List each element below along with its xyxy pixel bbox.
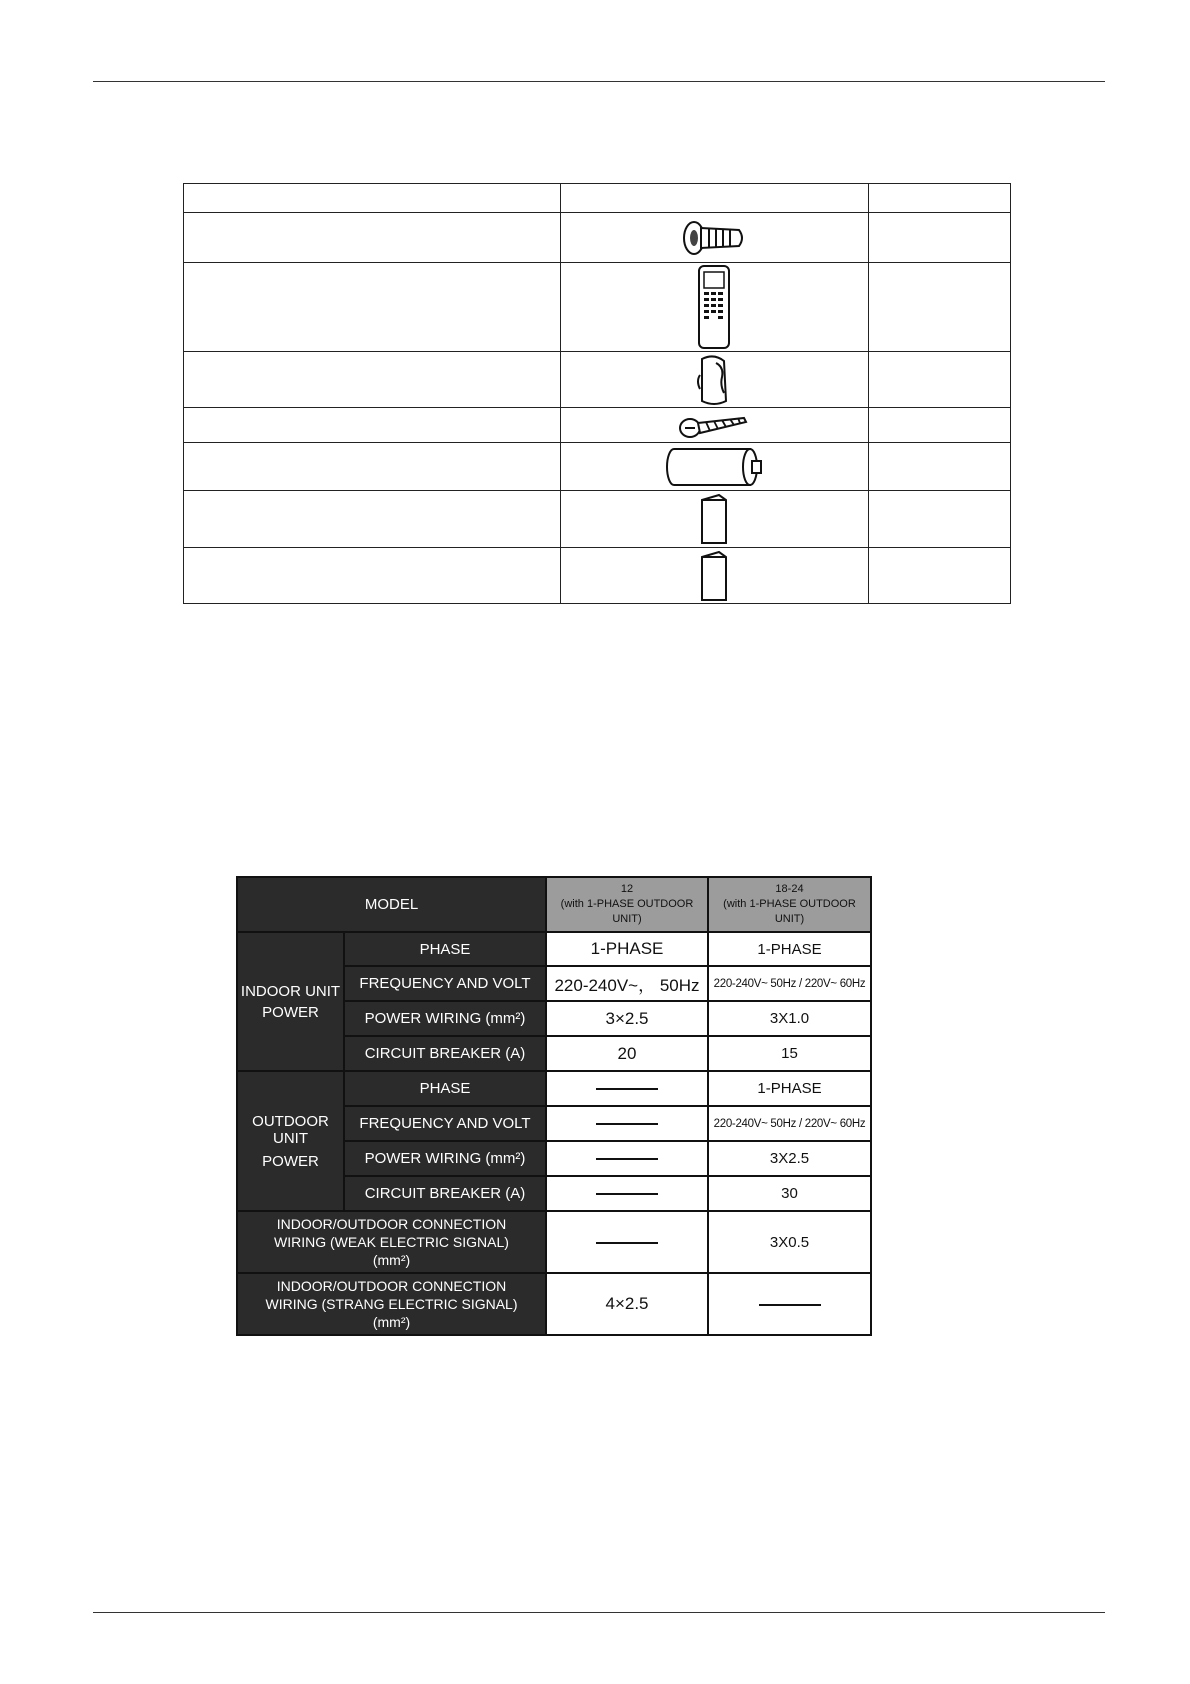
table-row bbox=[184, 443, 1011, 491]
table-row bbox=[237, 1273, 871, 1335]
label-line: INDOOR UNIT bbox=[240, 982, 341, 1000]
model-note: (with 1-PHASE OUTDOOR UNIT) bbox=[560, 898, 694, 925]
circuit-breaker-label: CIRCUIT BREAKER (A) bbox=[344, 1176, 546, 1211]
freq-volt-label: FREQUENCY AND VOLT bbox=[344, 1106, 546, 1141]
table-row bbox=[237, 1071, 871, 1106]
indoor-wiring-12: 3×2.5 bbox=[546, 1001, 708, 1036]
table-row bbox=[184, 263, 1011, 352]
table-cell bbox=[868, 184, 1010, 213]
indoor-phase-18-24: 1-PHASE bbox=[708, 932, 871, 966]
table-cell bbox=[560, 263, 868, 352]
outdoor-wiring-18-24: 3X2.5 bbox=[708, 1141, 871, 1176]
circuit-breaker-label: CIRCUIT BREAKER (A) bbox=[344, 1036, 546, 1071]
manual-booklet-icon bbox=[699, 549, 729, 603]
table-cell bbox=[184, 408, 561, 443]
model-12-header bbox=[546, 877, 708, 932]
outdoor-freq-18-24: 220-240V~ 50Hz / 220V~ 60Hz bbox=[708, 1106, 871, 1141]
indoor-wiring-18-24: 3X1.0 bbox=[708, 1001, 871, 1036]
remote-holder-icon bbox=[694, 353, 734, 407]
table-row bbox=[184, 408, 1011, 443]
label-text: POWER WIRING bbox=[364, 1010, 482, 1027]
outdoor-breaker-12 bbox=[546, 1176, 708, 1211]
accessories-table bbox=[183, 183, 1011, 604]
outdoor-unit-power-label bbox=[237, 1071, 344, 1211]
table-cell bbox=[560, 408, 868, 443]
label-line: INDOOR/OUTDOOR CONNECTION bbox=[276, 1216, 507, 1232]
label-line: POWER bbox=[262, 1003, 319, 1021]
footer-rule bbox=[93, 1612, 1105, 1613]
phase-label: PHASE bbox=[344, 1071, 546, 1106]
indoor-unit-power-label bbox=[237, 932, 344, 1071]
label-line: WIRING (WEAK ELECTRIC SIGNAL) bbox=[274, 1234, 509, 1250]
indoor-freq-18-24: 220-240V~ 50Hz / 220V~ 60Hz bbox=[708, 966, 871, 1001]
table-cell bbox=[868, 491, 1010, 548]
label-line: (mm²) bbox=[372, 1252, 411, 1268]
table-row bbox=[237, 1211, 871, 1273]
label-line: (mm²) bbox=[372, 1314, 411, 1330]
manual-booklet-icon bbox=[699, 492, 729, 546]
outdoor-wiring-12 bbox=[546, 1141, 708, 1176]
table-row bbox=[184, 184, 1011, 213]
dash-mark bbox=[759, 1304, 821, 1306]
table-cell bbox=[868, 352, 1010, 408]
table-cell bbox=[868, 213, 1010, 263]
unit-text: (mm²) bbox=[485, 1010, 526, 1027]
outdoor-breaker-18-24: 30 bbox=[708, 1176, 871, 1211]
table-row bbox=[184, 352, 1011, 408]
table-row bbox=[184, 548, 1011, 604]
wiring-spec-table bbox=[236, 876, 872, 1336]
battery-icon bbox=[664, 446, 764, 488]
label-line: WIRING (STRANG ELECTRIC SIGNAL) bbox=[265, 1296, 518, 1312]
table-row bbox=[237, 877, 871, 932]
indoor-phase-12: 1-PHASE bbox=[546, 932, 708, 966]
strong-signal-12: 4×2.5 bbox=[546, 1273, 708, 1335]
model-18-24-header bbox=[708, 877, 871, 932]
table-row bbox=[184, 213, 1011, 263]
table-row bbox=[184, 491, 1011, 548]
table-cell bbox=[868, 443, 1010, 491]
model-note: (with 1-PHASE OUTDOOR UNIT) bbox=[723, 898, 856, 925]
table-cell bbox=[868, 263, 1010, 352]
dash-mark bbox=[596, 1193, 658, 1195]
label-line: POWER bbox=[262, 1152, 319, 1170]
weak-signal-18-24: 3X0.5 bbox=[708, 1211, 871, 1273]
dash-mark bbox=[596, 1242, 658, 1244]
table-cell bbox=[184, 213, 561, 263]
table-cell bbox=[560, 184, 868, 213]
label-text: POWER WIRING bbox=[364, 1150, 482, 1167]
strong-signal-wiring-label bbox=[237, 1273, 546, 1335]
table-cell bbox=[184, 184, 561, 213]
outdoor-phase-18-24: 1-PHASE bbox=[708, 1071, 871, 1106]
expansion-plug-icon bbox=[679, 218, 749, 258]
dash-mark bbox=[596, 1123, 658, 1125]
remote-controller-icon bbox=[696, 264, 732, 350]
weak-signal-12 bbox=[546, 1211, 708, 1273]
model-number: 12 bbox=[620, 883, 634, 895]
table-cell bbox=[560, 491, 868, 548]
power-wiring-label bbox=[344, 1001, 546, 1036]
table-cell bbox=[560, 352, 868, 408]
outdoor-freq-12 bbox=[546, 1106, 708, 1141]
model-number: 18-24 bbox=[775, 883, 804, 895]
model-header: MODEL bbox=[237, 877, 546, 932]
dash-mark bbox=[596, 1088, 658, 1090]
table-cell bbox=[184, 491, 561, 548]
header-rule bbox=[93, 81, 1105, 82]
table-cell bbox=[184, 548, 561, 604]
dash-mark bbox=[596, 1158, 658, 1160]
outdoor-phase-12 bbox=[546, 1071, 708, 1106]
power-wiring-label bbox=[344, 1141, 546, 1176]
indoor-breaker-18-24: 15 bbox=[708, 1036, 871, 1071]
table-cell bbox=[868, 548, 1010, 604]
table-cell bbox=[868, 408, 1010, 443]
table-cell bbox=[560, 548, 868, 604]
table-cell bbox=[184, 443, 561, 491]
indoor-breaker-12: 20 bbox=[546, 1036, 708, 1071]
label-line: OUTDOOR UNIT bbox=[252, 1112, 329, 1147]
phase-label: PHASE bbox=[344, 932, 546, 966]
strong-signal-18-24 bbox=[708, 1273, 871, 1335]
unit-text: (mm²) bbox=[485, 1150, 526, 1167]
freq-volt-label: FREQUENCY AND VOLT bbox=[344, 966, 546, 1001]
table-cell bbox=[560, 213, 868, 263]
weak-signal-wiring-label bbox=[237, 1211, 546, 1273]
screw-icon bbox=[676, 410, 752, 440]
indoor-freq-12: 220-240V~， 50Hz bbox=[546, 966, 708, 1001]
table-cell bbox=[184, 352, 561, 408]
label-line: INDOOR/OUTDOOR CONNECTION bbox=[276, 1278, 507, 1294]
table-row bbox=[237, 932, 871, 966]
table-cell bbox=[184, 263, 561, 352]
table-cell bbox=[560, 443, 868, 491]
